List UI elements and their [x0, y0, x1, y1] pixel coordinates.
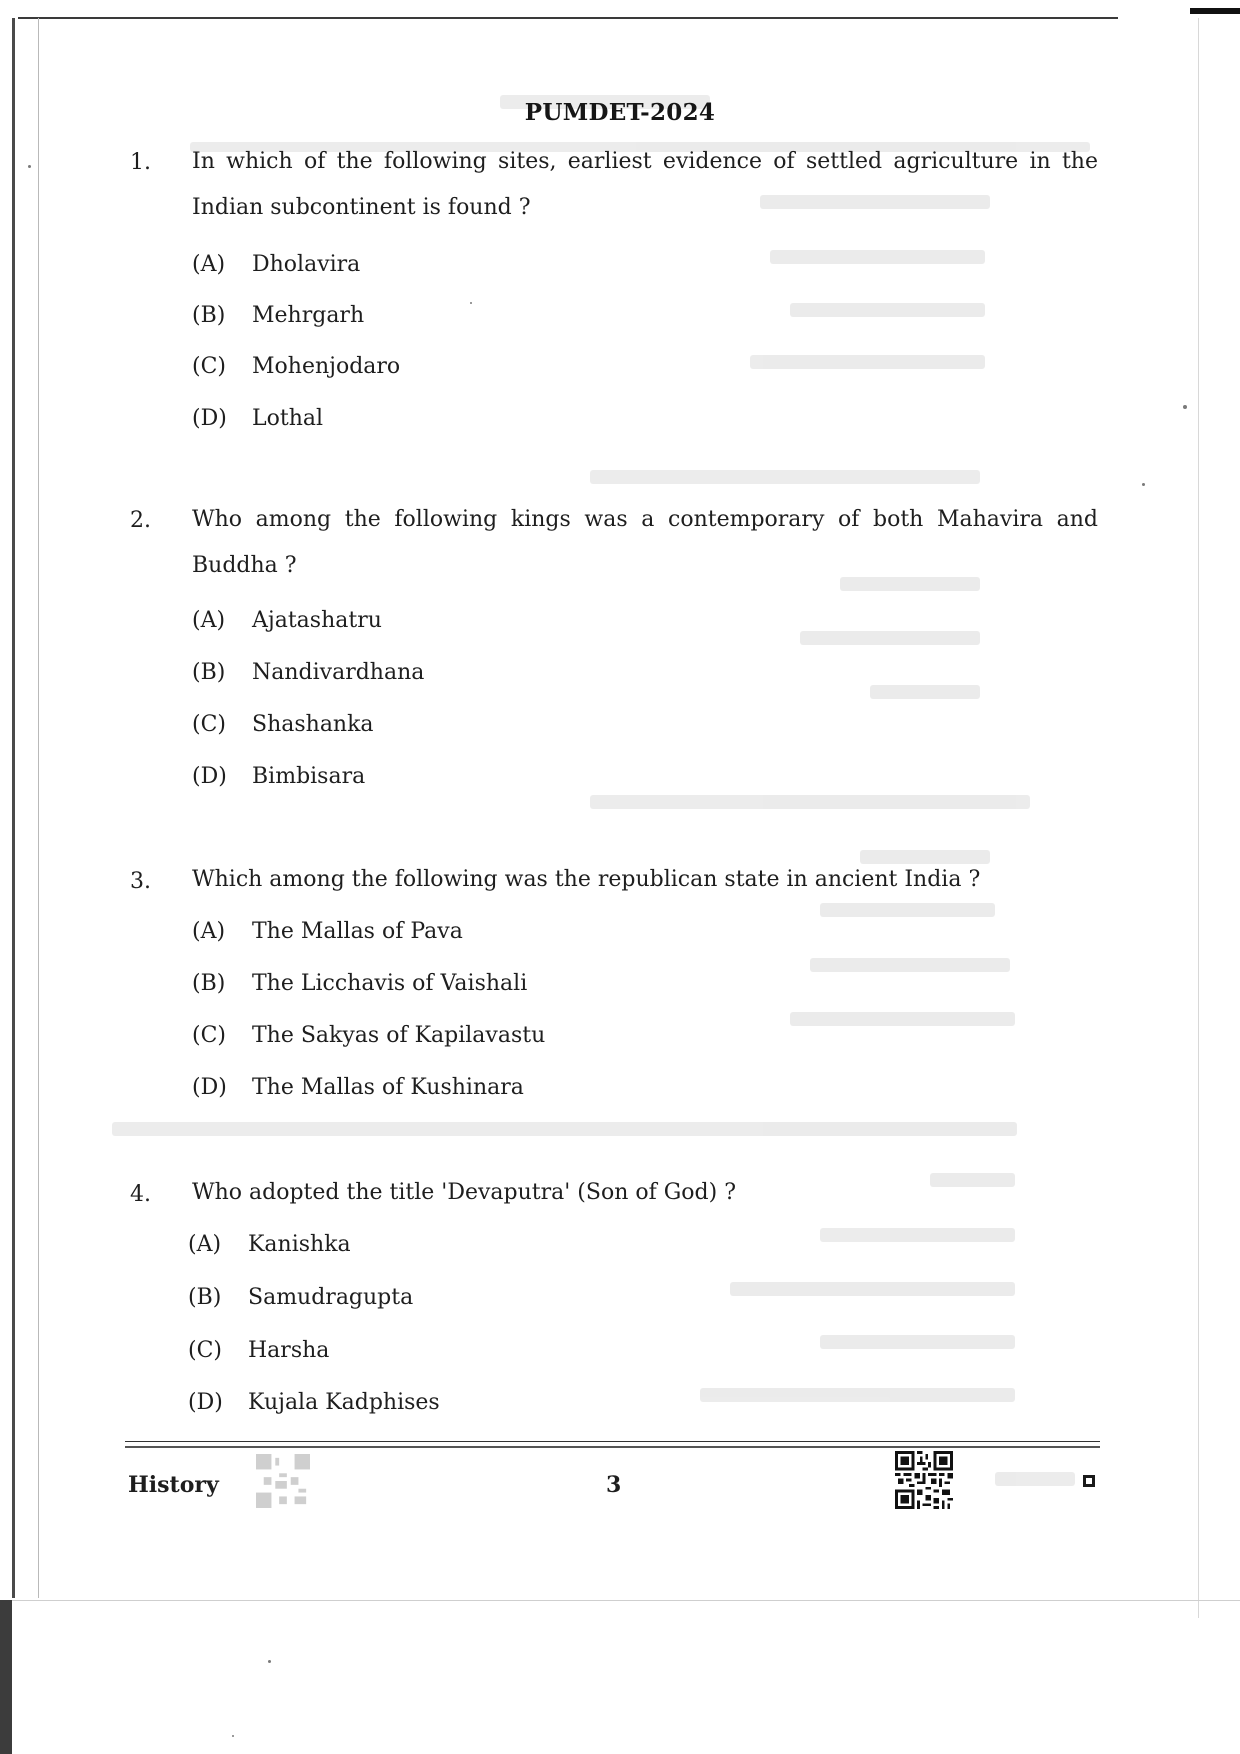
- scan-speck: [1183, 405, 1187, 409]
- question-1-text: In which of the following sites, earliest evidence of settled agriculture in the Indian subcontinent is found ?: [192, 149, 1098, 220]
- qr-code-icon: [893, 1451, 955, 1509]
- option-letter: (A): [192, 919, 226, 944]
- option-text: The Mallas of Pava: [252, 919, 463, 944]
- option-letter: (C): [188, 1338, 222, 1363]
- scan-speck: [268, 1660, 271, 1663]
- option-text: Mehrgarh: [252, 303, 365, 328]
- option-text: The Licchavis of Vaishali: [252, 971, 528, 996]
- option-text: Shashanka: [252, 712, 374, 737]
- option-text: Bimbisara: [252, 764, 366, 789]
- scan-speck: [1142, 483, 1145, 486]
- option-letter: (D): [188, 1390, 223, 1415]
- question-4-number: 4.: [130, 1182, 151, 1207]
- footer-subject: History: [128, 1472, 219, 1498]
- footer-divider: [125, 1441, 1100, 1442]
- option-text: The Mallas of Kushinara: [252, 1075, 524, 1100]
- option-text: Harsha: [248, 1338, 330, 1363]
- question-4-text: Who adopted the title 'Devaputra' (Son of God) ?: [192, 1180, 737, 1205]
- question-2-text: Who among the following kings was a contemporary of both Mahavira and Buddha ?: [192, 507, 1098, 578]
- scan-speck: [232, 1735, 234, 1737]
- option-letter: (D): [192, 1075, 227, 1100]
- question-2-number: 2.: [130, 508, 151, 533]
- option-text: Dholavira: [252, 252, 361, 277]
- option-letter: (D): [192, 406, 227, 431]
- option-text: Lothal: [252, 406, 324, 431]
- option-text: Samudragupta: [248, 1285, 414, 1310]
- option-letter: (B): [192, 660, 226, 685]
- option-letter: (A): [192, 608, 226, 633]
- option-letter: (C): [192, 712, 226, 737]
- option-text: Kujala Kadphises: [248, 1390, 440, 1415]
- option-text: Kanishka: [248, 1232, 351, 1257]
- scan-speck: [28, 165, 31, 168]
- option-letter: (C): [192, 354, 226, 379]
- option-letter: (A): [192, 252, 226, 277]
- option-letter: (B): [188, 1285, 222, 1310]
- scan-speck: [470, 302, 472, 304]
- option-letter: (B): [192, 971, 226, 996]
- faint-qr-code-icon: [255, 1454, 311, 1508]
- question-3-text: Which among the following was the republican state in ancient India ?: [192, 867, 981, 892]
- option-letter: (B): [192, 303, 226, 328]
- option-letter: (C): [192, 1023, 226, 1048]
- corner-marker-square: [1083, 1475, 1095, 1487]
- option-letter: (D): [192, 764, 227, 789]
- option-text: Ajatashatru: [252, 608, 382, 633]
- option-letter: (A): [188, 1232, 222, 1257]
- page-number: 3: [606, 1472, 622, 1498]
- question-1-number: 1.: [130, 150, 151, 175]
- option-text: The Sakyas of Kapilavastu: [252, 1023, 546, 1048]
- question-3-number: 3.: [130, 869, 151, 894]
- footer-divider-double: [125, 1446, 1100, 1448]
- exam-title: PUMDET-2024: [524, 99, 716, 126]
- option-text: Mohenjodaro: [252, 354, 401, 379]
- option-text: Nandivardhana: [252, 660, 425, 685]
